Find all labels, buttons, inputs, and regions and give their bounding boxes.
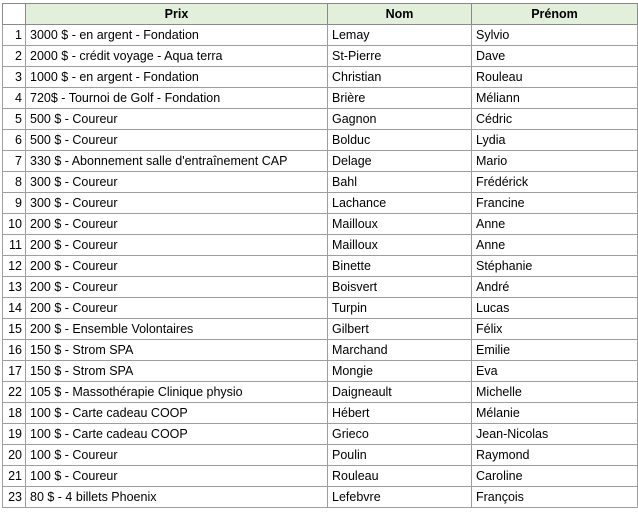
row-number-cell[interactable]: 10 [3,214,26,235]
prenom-cell[interactable]: Méliann [472,88,638,109]
table-row [3,340,638,361]
winners-table [2,3,638,508]
nom-cell[interactable]: Mailloux [328,235,472,256]
table-row [3,298,638,319]
table-row [3,277,638,298]
row-number-cell[interactable]: 15 [3,319,26,340]
prenom-cell[interactable]: Sylvio [472,25,638,46]
nom-cell[interactable]: Gagnon [328,109,472,130]
nom-cell[interactable]: Poulin [328,445,472,466]
prenom-cell[interactable]: Eva [472,361,638,382]
nom-cell[interactable]: St-Pierre [328,46,472,67]
row-number-cell[interactable]: 14 [3,298,26,319]
prix-cell[interactable]: 2000 $ - crédit voyage - Aqua terra [26,46,328,67]
prix-cell[interactable]: 200 $ - Ensemble Volontaires [26,319,328,340]
table-row [3,151,638,172]
prenom-cell[interactable]: François [472,487,638,508]
table-row [3,25,638,46]
prenom-cell[interactable]: Mélanie [472,403,638,424]
nom-cell[interactable]: Boisvert [328,277,472,298]
prenom-cell[interactable]: Lydia [472,130,638,151]
row-number-cell[interactable]: 18 [3,403,26,424]
row-number-cell[interactable]: 4 [3,88,26,109]
prenom-cell[interactable]: Michelle [472,382,638,403]
prenom-cell[interactable]: Francine [472,193,638,214]
prix-cell[interactable]: 500 $ - Coureur [26,130,328,151]
header-nom[interactable]: Nom [328,4,472,25]
row-number-cell[interactable]: 23 [3,487,26,508]
row-number-cell[interactable]: 20 [3,445,26,466]
table-row [3,445,638,466]
row-number-cell[interactable]: 19 [3,424,26,445]
table-row [3,424,638,445]
table-row [3,319,638,340]
prenom-cell[interactable]: Félix [472,319,638,340]
table-row [3,403,638,424]
nom-cell[interactable]: Mongie [328,361,472,382]
table-row [3,193,638,214]
prenom-cell[interactable]: André [472,277,638,298]
table-row [3,46,638,67]
row-number-cell[interactable]: 9 [3,193,26,214]
row-number-cell[interactable]: 5 [3,109,26,130]
row-number-cell[interactable]: 17 [3,361,26,382]
table-row [3,235,638,256]
nom-cell[interactable]: Delage [328,151,472,172]
table-row [3,382,638,403]
row-number-cell[interactable]: 21 [3,466,26,487]
row-number-cell[interactable]: 8 [3,172,26,193]
header-row [3,4,638,25]
table-row [3,67,638,88]
prix-cell[interactable]: 500 $ - Coureur [26,109,328,130]
prenom-cell[interactable]: Stéphanie [472,256,638,277]
prenom-cell[interactable]: Mario [472,151,638,172]
prix-cell[interactable]: 200 $ - Coureur [26,277,328,298]
prenom-cell[interactable]: Raymond [472,445,638,466]
nom-cell[interactable]: Grieco [328,424,472,445]
table-row [3,361,638,382]
header-prix[interactable]: Prix [26,4,328,25]
nom-cell[interactable]: Bolduc [328,130,472,151]
row-number-cell[interactable]: 12 [3,256,26,277]
nom-cell[interactable]: Bahl [328,172,472,193]
row-number-cell[interactable]: 6 [3,130,26,151]
row-number-cell[interactable]: 16 [3,340,26,361]
prenom-cell[interactable]: Emilie [472,340,638,361]
table-row [3,487,638,508]
row-number-cell[interactable]: 7 [3,151,26,172]
prix-cell[interactable]: 150 $ - Strom SPA [26,340,328,361]
prix-cell[interactable]: 200 $ - Coureur [26,256,328,277]
nom-cell[interactable]: Rouleau [328,466,472,487]
prenom-cell[interactable]: Cédric [472,109,638,130]
prenom-cell[interactable]: Dave [472,46,638,67]
table-row [3,466,638,487]
row-number-cell[interactable]: 11 [3,235,26,256]
index-header [3,4,26,25]
row-number-cell[interactable]: 22 [3,382,26,403]
prix-cell[interactable]: 200 $ - Coureur [26,235,328,256]
table-row [3,109,638,130]
nom-cell[interactable]: Turpin [328,298,472,319]
row-number-cell[interactable]: 13 [3,277,26,298]
nom-cell[interactable]: Lemay [328,25,472,46]
prenom-cell[interactable]: Jean-Nicolas [472,424,638,445]
prenom-cell[interactable]: Frédérick [472,172,638,193]
nom-cell[interactable]: Binette [328,256,472,277]
prix-cell[interactable]: 150 $ - Strom SPA [26,361,328,382]
nom-cell[interactable]: Hébert [328,403,472,424]
row-number-cell[interactable]: 3 [3,67,26,88]
prix-cell[interactable]: 300 $ - Coureur [26,193,328,214]
row-number-cell[interactable]: 1 [3,25,26,46]
table-row [3,256,638,277]
prix-cell[interactable]: 100 $ - Carte cadeau COOP [26,424,328,445]
table-row [3,88,638,109]
table-row [3,172,638,193]
nom-cell[interactable]: Gilbert [328,319,472,340]
nom-cell[interactable]: Brière [328,88,472,109]
nom-cell[interactable]: Daigneault [328,382,472,403]
prix-cell[interactable]: 100 $ - Carte cadeau COOP [26,403,328,424]
prix-cell[interactable]: 330 $ - Abonnement salle d'entraînement CAP [26,151,328,172]
prenom-cell[interactable]: Anne [472,235,638,256]
prix-cell[interactable]: 80 $ - 4 billets Phoenix [26,487,328,508]
prenom-cell[interactable]: Anne [472,214,638,235]
prix-cell[interactable]: 3000 $ - en argent - Fondation [26,25,328,46]
prix-cell[interactable]: 300 $ - Coureur [26,172,328,193]
nom-cell[interactable]: Lefebvre [328,487,472,508]
header-prenom[interactable]: Prénom [472,4,638,25]
prenom-cell[interactable]: Rouleau [472,67,638,88]
prix-cell[interactable]: 720$ - Tournoi de Golf - Fondation [26,88,328,109]
table-row [3,214,638,235]
prix-cell[interactable]: 100 $ - Coureur [26,466,328,487]
nom-cell[interactable]: Christian [328,67,472,88]
table-row [3,130,638,151]
nom-cell[interactable]: Mailloux [328,214,472,235]
prix-cell[interactable]: 200 $ - Coureur [26,298,328,319]
prenom-cell[interactable]: Lucas [472,298,638,319]
prix-cell[interactable]: 105 $ - Massothérapie Clinique physio [26,382,328,403]
prix-cell[interactable]: 100 $ - Coureur [26,445,328,466]
nom-cell[interactable]: Lachance [328,193,472,214]
prenom-cell[interactable]: Caroline [472,466,638,487]
nom-cell[interactable]: Marchand [328,340,472,361]
prix-cell[interactable]: 1000 $ - en argent - Fondation [26,67,328,88]
row-number-cell[interactable]: 2 [3,46,26,67]
prix-cell[interactable]: 200 $ - Coureur [26,214,328,235]
